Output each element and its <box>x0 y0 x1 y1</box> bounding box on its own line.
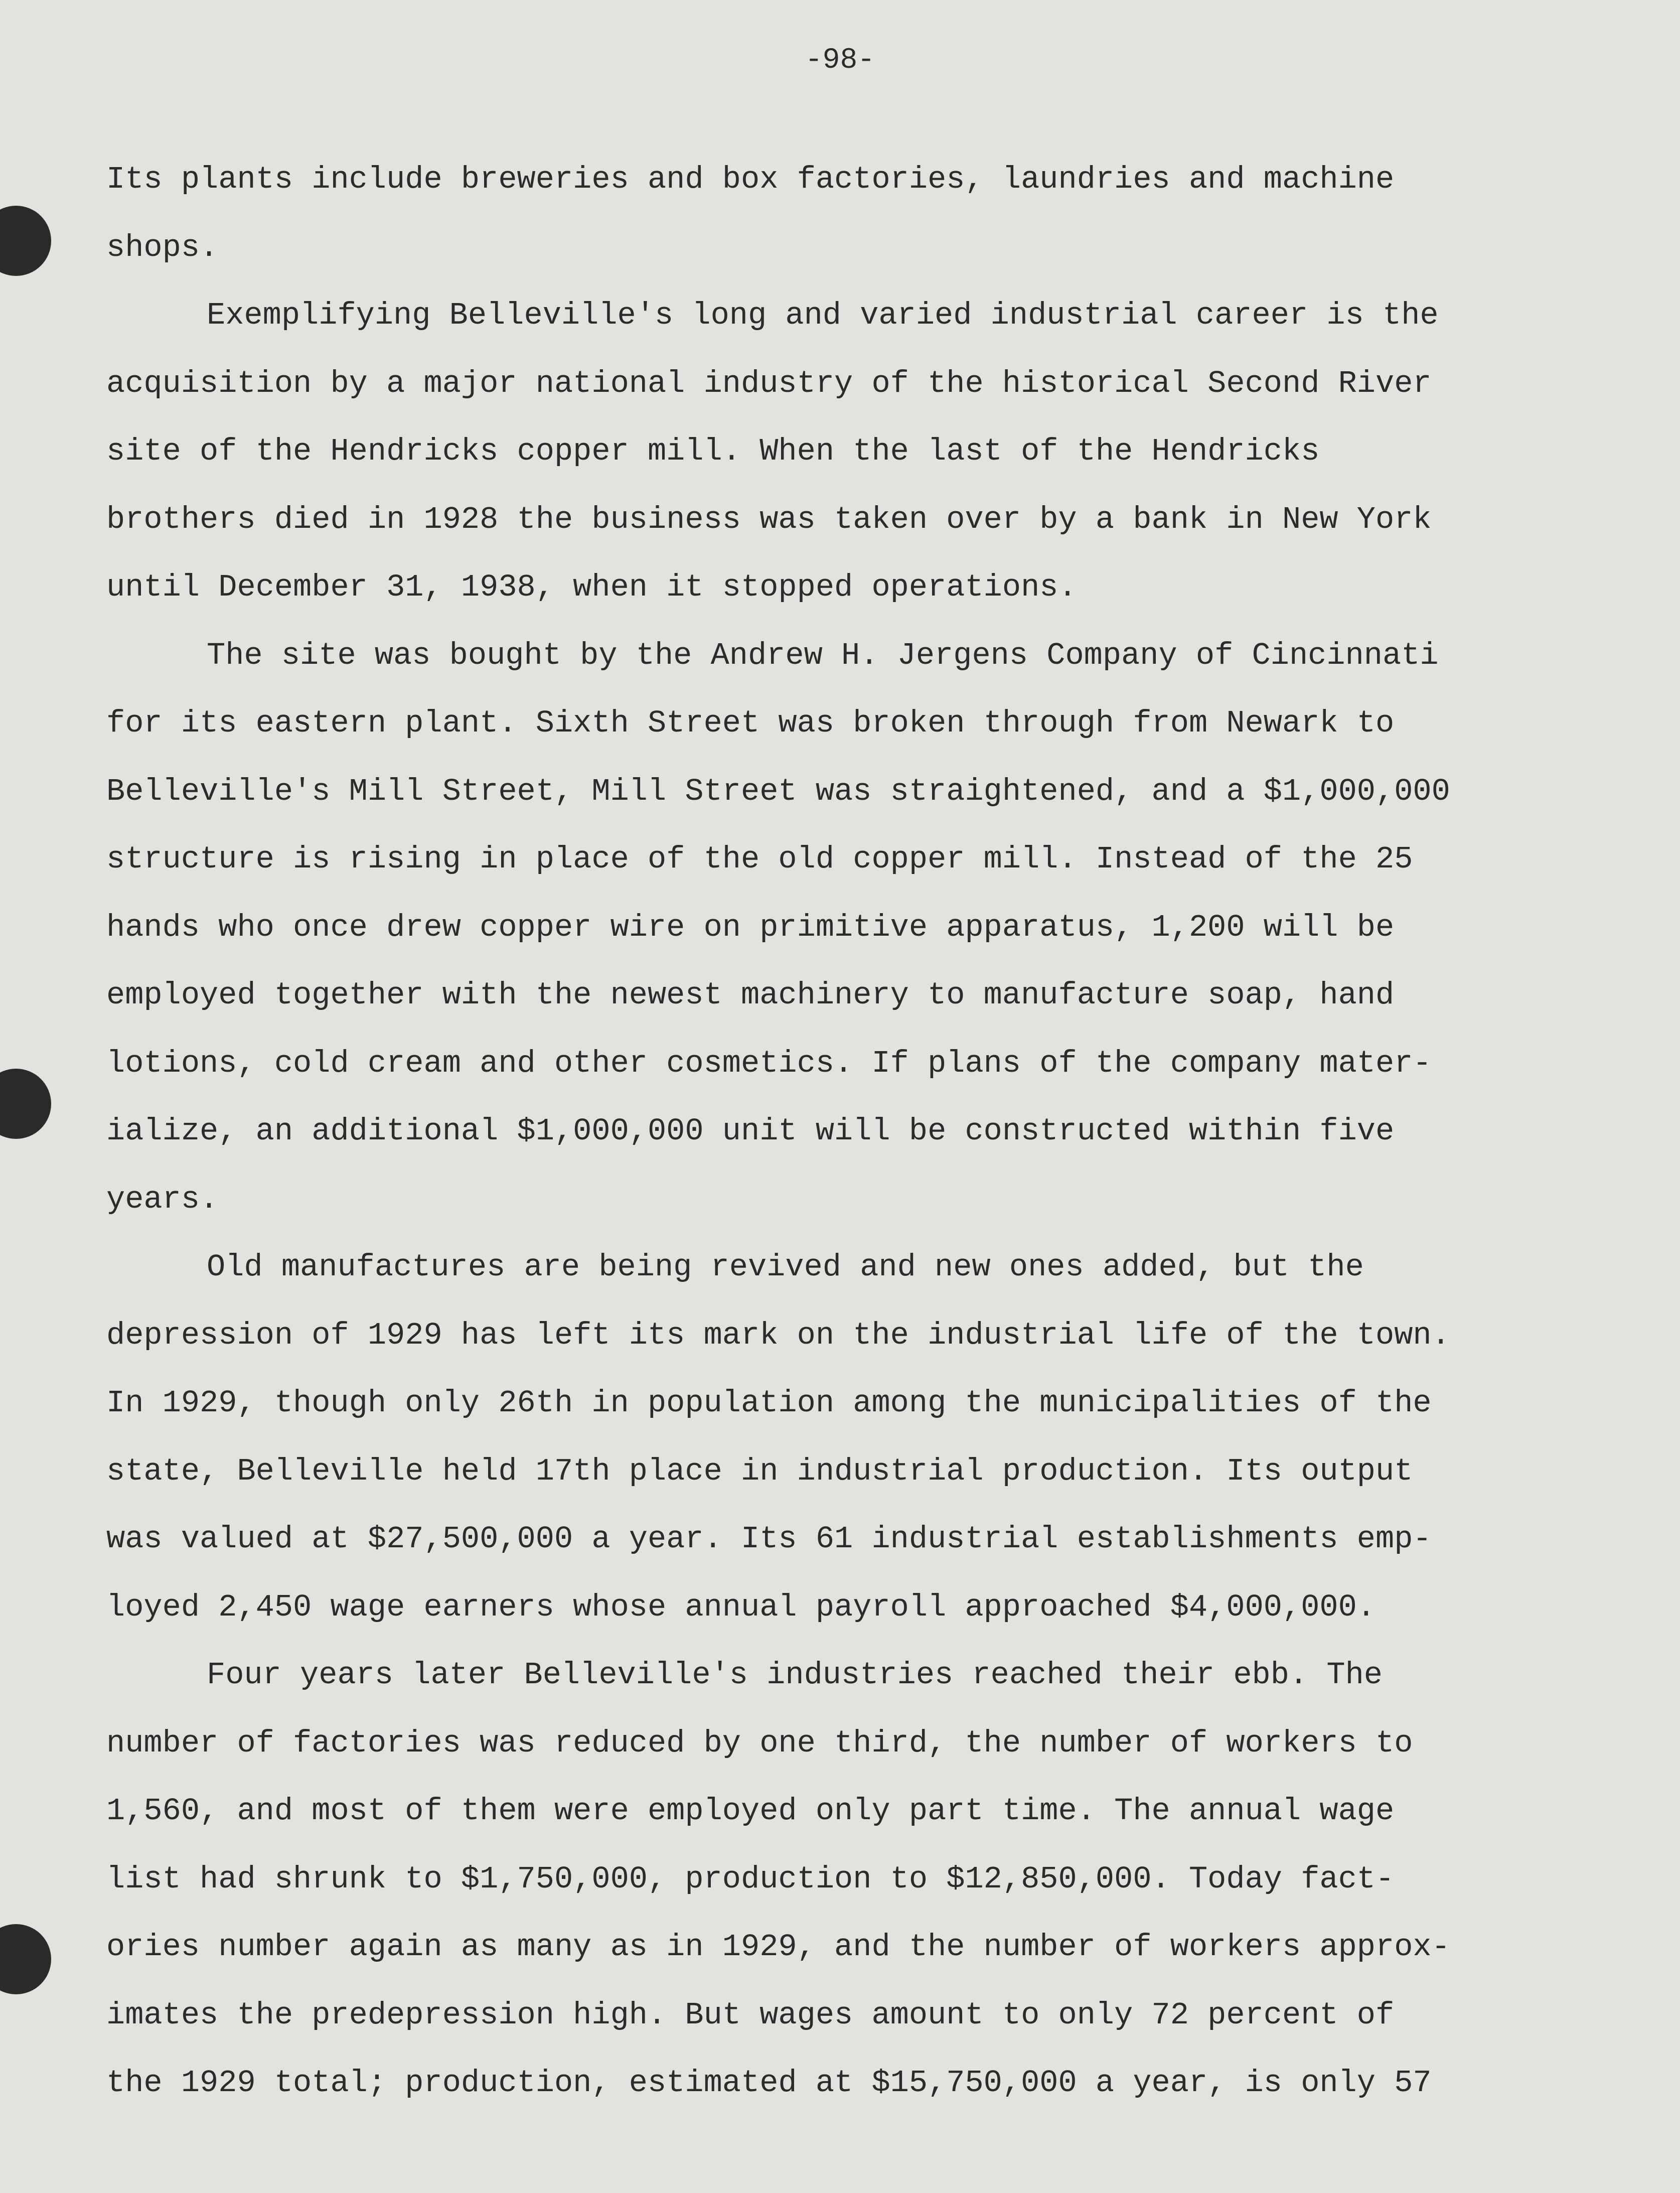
page-number: -98- <box>805 44 875 77</box>
text-line: ories number again as many as in 1929, and the number of workers approx- <box>106 1929 1450 1965</box>
punch-hole-top <box>0 206 51 276</box>
text-line: structure is rising in place of the old copper mill. Instead of the 25 <box>106 841 1413 877</box>
text-line: list had shrunk to $1,750,000, production to $12,850,000. Today fact- <box>106 1861 1395 1897</box>
text-line: Exemplifying Belleville's long and varied industrial career is the <box>207 298 1439 333</box>
text-line: employed together with the newest machinery to manufacture soap, hand <box>106 977 1395 1013</box>
text-line: lotions, cold cream and other cosmetics. If plans of the company mater- <box>106 1045 1432 1081</box>
text-line: for its eastern plant. Sixth Street was broken through from Newark to <box>106 705 1395 741</box>
text-line: state, Belleville held 17th place in industrial production. Its output <box>106 1453 1413 1489</box>
text-line: depression of 1929 has left its mark on the industrial life of the town. <box>106 1317 1450 1353</box>
text-line: The site was bought by the Andrew H. Jergens Company of Cincinnati <box>207 637 1439 673</box>
text-line: brothers died in 1928 the business was taken over by a bank in New York <box>106 501 1432 537</box>
text-line: Old manufactures are being revived and new ones added, but the <box>207 1249 1364 1285</box>
punch-hole-middle <box>0 1069 51 1139</box>
text-line: Belleville's Mill Street, Mill Street was straightened, and a $1,000,000 <box>106 773 1450 809</box>
text-line: imates the predepression high. But wages amount to only 72 percent of <box>106 1997 1395 2033</box>
text-line: until December 31, 1938, when it stopped operations. <box>106 569 1077 605</box>
text-line: shops. <box>106 229 219 265</box>
punch-hole-bottom <box>0 1924 51 1994</box>
text-line: number of factories was reduced by one third, the number of workers to <box>106 1725 1413 1761</box>
text-line: years. <box>106 1181 219 1217</box>
text-line: Four years later Belleville's industries reached their ebb. The <box>207 1657 1383 1693</box>
text-line: site of the Hendricks copper mill. When the last of the Hendricks <box>106 433 1320 469</box>
text-line: loyed 2,450 wage earners whose annual payroll approached $4,000,000. <box>106 1589 1376 1625</box>
text-line: 1,560, and most of them were employed only part time. The annual wage <box>106 1793 1395 1829</box>
text-line: In 1929, though only 26th in population among the municipalities of the <box>106 1385 1432 1421</box>
text-line: ialize, an additional $1,000,000 unit will be constructed within five <box>106 1113 1395 1149</box>
text-line: hands who once drew copper wire on primitive apparatus, 1,200 will be <box>106 909 1395 945</box>
body-text <box>106 145 1591 2117</box>
text-line: the 1929 total; production, estimated at $15,750,000 a year, is only 57 <box>106 2065 1432 2101</box>
text-line: Its plants include breweries and box factories, laundries and machine <box>106 162 1395 197</box>
text-line: acquisition by a major national industry of the historical Second River <box>106 365 1432 401</box>
text-line: was valued at $27,500,000 a year. Its 61 industrial establishments emp- <box>106 1521 1432 1557</box>
